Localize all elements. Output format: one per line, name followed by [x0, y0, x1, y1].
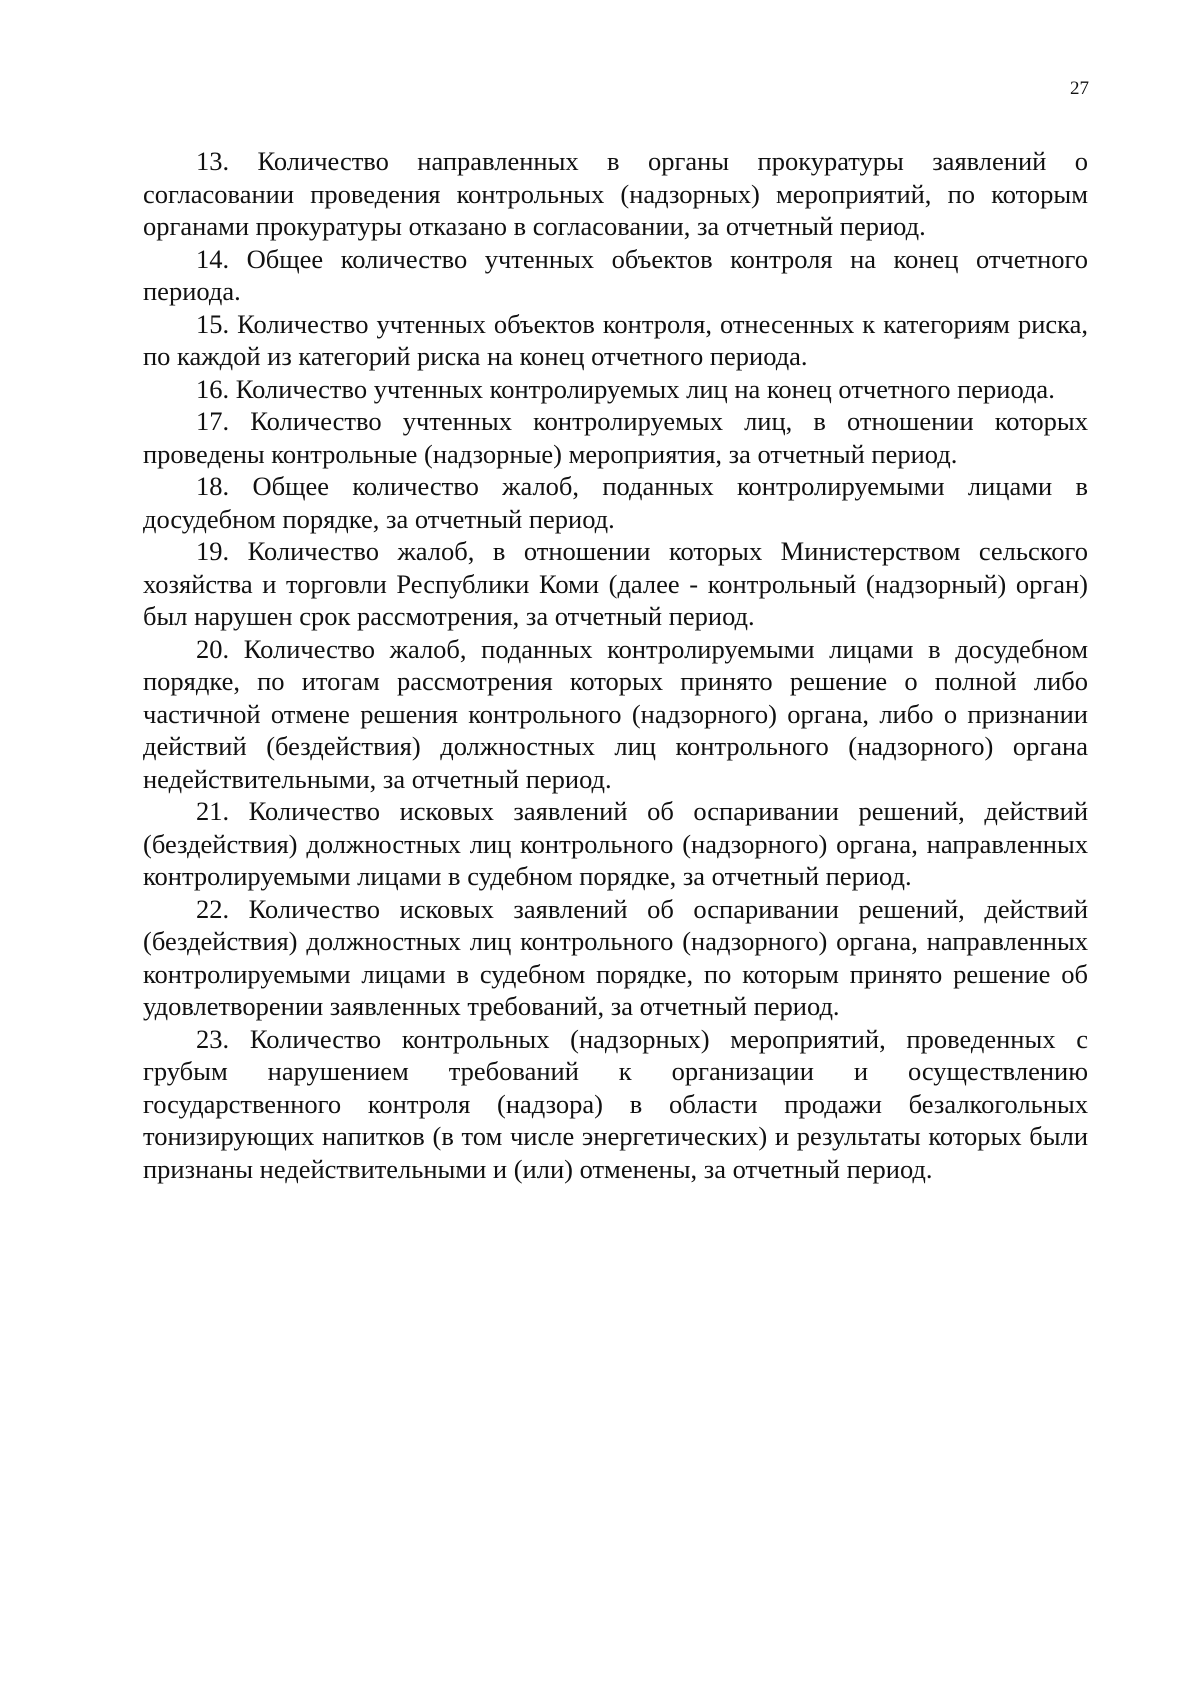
- page-number: 27: [1070, 78, 1089, 99]
- paragraph-17: 17. Количество учтенных контролируемых лиц, в отношении которых проведены контрольные (надзорные) мероприятия, за отчетный период.: [143, 406, 1088, 469]
- document-body: [143, 145, 1088, 1185]
- paragraph-23: 23. Количество контрольных (надзорных) мероприятий, проведенных с грубым нарушением требований к организации и осуществлению государственного контроля (надзора) в области продажи безалкогольных тонизирующих напитков (в том числе энергетических) и результаты которых были признаны недействительными и (или) отменены, за отчетный период.: [143, 1023, 1088, 1184]
- paragraph-15: 15. Количество учтенных объектов контроля, отнесенных к категориям риска, по каждой из категорий риска на конец отчетного периода.: [143, 308, 1088, 371]
- paragraph-21: 21. Количество исковых заявлений об оспаривании решений, действий (бездействия) должностных лиц контрольного (надзорного) органа, направленных контролируемыми лицами в судебном порядке, за отчетный период.: [143, 796, 1088, 891]
- paragraph-14: 14. Общее количество учтенных объектов контроля на конец отчетного периода.: [143, 243, 1088, 306]
- paragraph-13: 13. Количество направленных в органы прокуратуры заявлений о согласовании проведения контрольных (надзорных) мероприятий, по которым органами прокуратуры отказано в согласовании, за отчетный период.: [143, 146, 1088, 241]
- paragraph-19: 19. Количество жалоб, в отношении которых Министерством сельского хозяйства и торговли Республики Коми (далее - контрольный (надзорный) орган) был нарушен срок рассмотрения, за отчетный период.: [143, 536, 1088, 631]
- paragraph-22: 22. Количество исковых заявлений об оспаривании решений, действий (бездействия) должностных лиц контрольного (надзорного) органа, направленных контролируемыми лицами в судебном порядке, по которым принято решение об удовлетворении заявленных требований, за отчетный период.: [143, 893, 1088, 1021]
- paragraph-16: 16. Количество учтенных контролируемых лиц на конец отчетного периода.: [196, 373, 1055, 404]
- paragraph-18: 18. Общее количество жалоб, поданных контролируемыми лицами в досудебном порядке, за отчетный период.: [143, 471, 1088, 534]
- paragraph-20: 20. Количество жалоб, поданных контролируемыми лицами в досудебном порядке, по итогам рассмотрения которых принято решение о полной либо частичной отмене решения контрольного (надзорного) органа, либо о признании действий (бездействия) должностных лиц контрольного (надзорного) органа недействительными, за отчетный период.: [143, 633, 1088, 794]
